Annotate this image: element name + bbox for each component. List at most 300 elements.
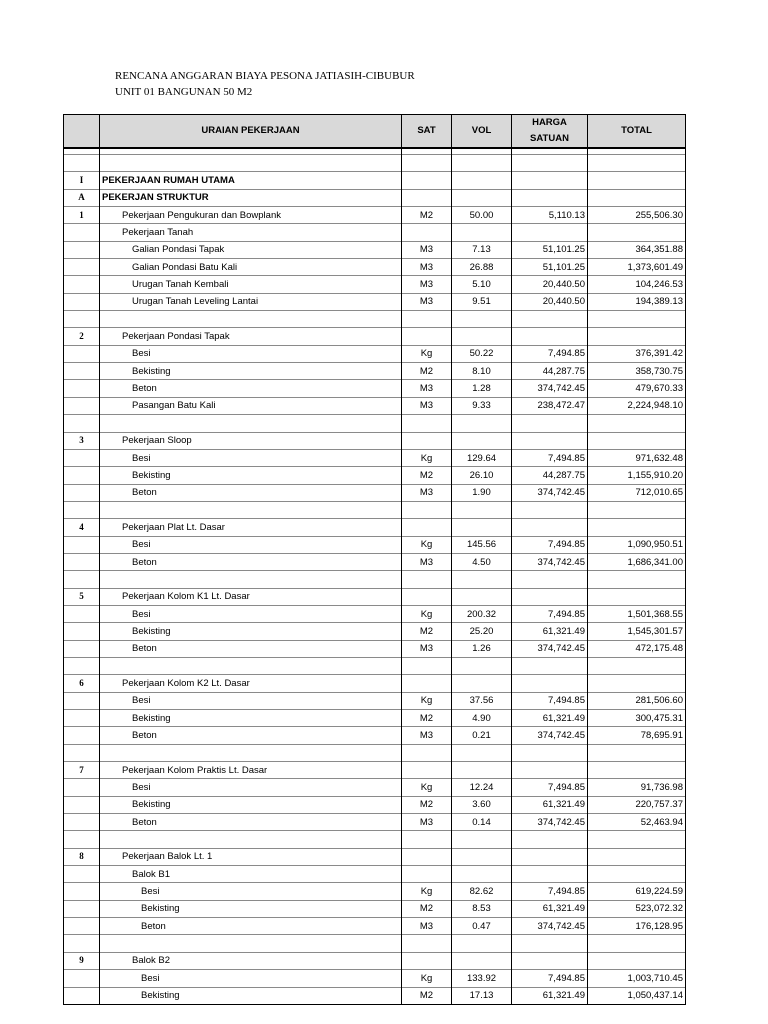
cell-total: [588, 952, 686, 969]
cell-total: [588, 762, 686, 779]
cell-harga-satuan: 61,321.49: [512, 796, 588, 813]
cell-sat: M3: [402, 259, 452, 276]
table-row: [64, 900, 686, 917]
cell-total: 364,351.88: [588, 241, 686, 258]
cell-no: 8: [64, 848, 100, 865]
table-row: [64, 328, 686, 345]
cell-sat: M3: [402, 484, 452, 501]
cell-uraian: Besi: [100, 605, 402, 622]
table-row: [64, 987, 686, 1004]
cell-no: [64, 467, 100, 484]
cell-sat: [402, 762, 452, 779]
table-row: [64, 779, 686, 796]
cell-uraian: Pekerjaan Sloop: [100, 432, 402, 449]
table-row: [64, 172, 686, 189]
cell-no: [64, 380, 100, 397]
table-row: [64, 605, 686, 622]
table-row: [64, 588, 686, 605]
cell-harga-satuan: 44,287.75: [512, 363, 588, 380]
cell-harga-satuan: 5,110.13: [512, 207, 588, 224]
cell-vol: 9.51: [452, 293, 512, 310]
cell-vol: [452, 501, 512, 518]
cell-harga-satuan: 61,321.49: [512, 710, 588, 727]
cell-no: [64, 501, 100, 518]
cell-vol: 12.24: [452, 779, 512, 796]
cell-total: [588, 675, 686, 692]
cell-total: 712,010.65: [588, 484, 686, 501]
cell-uraian: [100, 935, 402, 952]
cell-sat: M2: [402, 207, 452, 224]
cell-harga-satuan: 7,494.85: [512, 449, 588, 466]
cell-uraian: [100, 571, 402, 588]
cell-harga-satuan: [512, 189, 588, 206]
cell-total: 479,670.33: [588, 380, 686, 397]
cell-vol: 4.90: [452, 710, 512, 727]
cell-no: [64, 744, 100, 761]
cell-vol: 1.28: [452, 380, 512, 397]
cell-no: A: [64, 189, 100, 206]
table-row: [64, 155, 686, 172]
cell-sat: [402, 952, 452, 969]
cell-total: 971,632.48: [588, 449, 686, 466]
cell-harga-satuan: [512, 415, 588, 432]
cell-harga-satuan: [512, 744, 588, 761]
cell-uraian: Bekisting: [100, 710, 402, 727]
cell-vol: 0.47: [452, 918, 512, 935]
table-row: [64, 553, 686, 570]
table-row: [64, 311, 686, 328]
cell-total: 281,506.60: [588, 692, 686, 709]
cell-total: 220,757.37: [588, 796, 686, 813]
cell-vol: [452, 935, 512, 952]
cell-sat: M2: [402, 467, 452, 484]
cell-total: 1,003,710.45: [588, 970, 686, 987]
cell-sat: [402, 501, 452, 518]
cell-no: [64, 224, 100, 241]
table-row: [64, 952, 686, 969]
cell-vol: [452, 189, 512, 206]
cell-uraian: Besi: [100, 883, 402, 900]
cell-vol: 26.88: [452, 259, 512, 276]
cell-vol: 0.21: [452, 727, 512, 744]
cell-vol: 17.13: [452, 987, 512, 1004]
cell-total: [588, 432, 686, 449]
cell-sat: [402, 189, 452, 206]
table-row: [64, 883, 686, 900]
cell-vol: 37.56: [452, 692, 512, 709]
cell-total: 176,128.95: [588, 918, 686, 935]
cell-total: 194,389.13: [588, 293, 686, 310]
table-row: [64, 293, 686, 310]
table-row: [64, 467, 686, 484]
cell-vol: [452, 415, 512, 432]
cell-uraian: Pekerjaan Kolom K2 Lt. Dasar: [100, 675, 402, 692]
cell-sat: [402, 172, 452, 189]
cell-sat: M2: [402, 623, 452, 640]
cell-harga-satuan: [512, 762, 588, 779]
cell-vol: 200.32: [452, 605, 512, 622]
table-row: [64, 710, 686, 727]
cell-sat: [402, 432, 452, 449]
cell-sat: M3: [402, 380, 452, 397]
cell-no: [64, 484, 100, 501]
cell-uraian: Besi: [100, 449, 402, 466]
cell-total: 376,391.42: [588, 345, 686, 362]
cell-no: 2: [64, 328, 100, 345]
cell-uraian: Galian Pondasi Tapak: [100, 241, 402, 258]
cell-sat: M2: [402, 987, 452, 1004]
cell-total: [588, 519, 686, 536]
table-row: [64, 848, 686, 865]
cell-harga-satuan: 7,494.85: [512, 345, 588, 362]
cell-vol: [452, 172, 512, 189]
table-row: [64, 623, 686, 640]
cell-sat: M3: [402, 918, 452, 935]
table-row: [64, 727, 686, 744]
table-row: [64, 241, 686, 258]
cell-total: [588, 415, 686, 432]
cell-harga-satuan: 374,742.45: [512, 640, 588, 657]
cell-no: [64, 866, 100, 883]
cell-no: [64, 970, 100, 987]
cell-total: [588, 172, 686, 189]
cell-uraian: PEKERJAAN RUMAH UTAMA: [100, 172, 402, 189]
cell-no: 7: [64, 762, 100, 779]
table-row: [64, 866, 686, 883]
cell-vol: [452, 571, 512, 588]
table-row: [64, 397, 686, 414]
cell-no: 5: [64, 588, 100, 605]
cell-sat: Kg: [402, 605, 452, 622]
cell-uraian: Bekisting: [100, 623, 402, 640]
cell-harga-satuan: [512, 224, 588, 241]
cell-harga-satuan: [512, 831, 588, 848]
cell-harga-satuan: 7,494.85: [512, 779, 588, 796]
cell-total: 1,501,368.55: [588, 605, 686, 622]
cell-sat: M3: [402, 241, 452, 258]
cell-vol: 50.00: [452, 207, 512, 224]
cell-no: I: [64, 172, 100, 189]
cell-harga-satuan: 374,742.45: [512, 727, 588, 744]
cell-uraian: [100, 155, 402, 172]
cell-total: [588, 501, 686, 518]
cell-vol: 133.92: [452, 970, 512, 987]
cell-uraian: Pekerjaan Kolom K1 Lt. Dasar: [100, 588, 402, 605]
cell-no: 3: [64, 432, 100, 449]
cell-total: [588, 744, 686, 761]
table-row: [64, 675, 686, 692]
cell-harga-satuan: [512, 172, 588, 189]
table-row: [64, 189, 686, 206]
cell-harga-satuan: [512, 519, 588, 536]
cell-sat: [402, 415, 452, 432]
cell-total: [588, 588, 686, 605]
table-row: [64, 276, 686, 293]
cell-no: 9: [64, 952, 100, 969]
rab-table: [63, 114, 686, 1005]
cell-vol: [452, 328, 512, 345]
cell-harga-satuan: 7,494.85: [512, 692, 588, 709]
cell-total: 78,695.91: [588, 727, 686, 744]
cell-vol: [452, 952, 512, 969]
cell-harga-satuan: [512, 866, 588, 883]
cell-sat: Kg: [402, 883, 452, 900]
cell-sat: [402, 848, 452, 865]
cell-total: 1,155,910.20: [588, 467, 686, 484]
cell-sat: [402, 155, 452, 172]
table-row: [64, 935, 686, 952]
cell-no: [64, 293, 100, 310]
header-vol: VOL: [452, 115, 512, 149]
cell-harga-satuan: 44,287.75: [512, 467, 588, 484]
cell-uraian: Pekerjaan Balok Lt. 1: [100, 848, 402, 865]
cell-no: [64, 657, 100, 674]
cell-uraian: Bekisting: [100, 796, 402, 813]
cell-vol: 5.10: [452, 276, 512, 293]
cell-vol: 129.64: [452, 449, 512, 466]
cell-no: [64, 605, 100, 622]
cell-no: [64, 918, 100, 935]
cell-harga-satuan: 374,742.45: [512, 484, 588, 501]
cell-uraian: Bekisting: [100, 987, 402, 1004]
cell-total: 300,475.31: [588, 710, 686, 727]
cell-uraian: Beton: [100, 484, 402, 501]
cell-no: [64, 415, 100, 432]
cell-harga-satuan: 238,472.47: [512, 397, 588, 414]
cell-harga-satuan: [512, 155, 588, 172]
cell-total: 52,463.94: [588, 814, 686, 831]
table-row: [64, 449, 686, 466]
cell-total: 358,730.75: [588, 363, 686, 380]
cell-sat: [402, 935, 452, 952]
cell-total: 91,736.98: [588, 779, 686, 796]
cell-sat: Kg: [402, 779, 452, 796]
cell-no: [64, 553, 100, 570]
cell-uraian: Besi: [100, 779, 402, 796]
cell-sat: [402, 519, 452, 536]
cell-harga-satuan: [512, 328, 588, 345]
cell-vol: 8.53: [452, 900, 512, 917]
cell-vol: 82.62: [452, 883, 512, 900]
cell-harga-satuan: [512, 935, 588, 952]
cell-uraian: Bekisting: [100, 363, 402, 380]
cell-vol: 7.13: [452, 241, 512, 258]
cell-uraian: Bekisting: [100, 900, 402, 917]
cell-no: [64, 710, 100, 727]
cell-harga-satuan: 7,494.85: [512, 970, 588, 987]
cell-sat: M2: [402, 363, 452, 380]
cell-sat: M3: [402, 553, 452, 570]
cell-uraian: Pekerjaan Pengukuran dan Bowplank: [100, 207, 402, 224]
cell-total: 1,686,341.00: [588, 553, 686, 570]
cell-uraian: [100, 657, 402, 674]
cell-sat: Kg: [402, 345, 452, 362]
cell-total: 1,373,601.49: [588, 259, 686, 276]
cell-harga-satuan: 7,494.85: [512, 883, 588, 900]
cell-uraian: Beton: [100, 727, 402, 744]
table-row: [64, 259, 686, 276]
cell-harga-satuan: 61,321.49: [512, 623, 588, 640]
cell-total: [588, 866, 686, 883]
table-row: [64, 762, 686, 779]
table-row: [64, 536, 686, 553]
table-row: [64, 380, 686, 397]
cell-vol: [452, 675, 512, 692]
cell-vol: [452, 311, 512, 328]
cell-vol: 26.10: [452, 467, 512, 484]
table-row: [64, 224, 686, 241]
cell-total: [588, 831, 686, 848]
table-row: [64, 432, 686, 449]
cell-no: [64, 814, 100, 831]
cell-total: 472,175.48: [588, 640, 686, 657]
cell-vol: 25.20: [452, 623, 512, 640]
cell-total: 1,050,437.14: [588, 987, 686, 1004]
cell-harga-satuan: 51,101.25: [512, 259, 588, 276]
cell-no: [64, 883, 100, 900]
cell-vol: 0.14: [452, 814, 512, 831]
table-row: [64, 657, 686, 674]
cell-total: 104,246.53: [588, 276, 686, 293]
cell-total: 1,545,301.57: [588, 623, 686, 640]
cell-no: [64, 900, 100, 917]
cell-sat: [402, 831, 452, 848]
cell-total: 255,506.30: [588, 207, 686, 224]
table-row: [64, 519, 686, 536]
cell-harga-satuan: 20,440.50: [512, 293, 588, 310]
cell-total: [588, 657, 686, 674]
cell-sat: Kg: [402, 449, 452, 466]
cell-no: [64, 623, 100, 640]
cell-sat: M2: [402, 710, 452, 727]
cell-vol: 3.60: [452, 796, 512, 813]
table-row: [64, 571, 686, 588]
cell-vol: 4.50: [452, 553, 512, 570]
header-total: TOTAL: [588, 115, 686, 149]
cell-harga-satuan: 7,494.85: [512, 605, 588, 622]
cell-no: [64, 259, 100, 276]
table-body: [64, 148, 686, 1004]
cell-uraian: [100, 311, 402, 328]
cell-sat: M3: [402, 276, 452, 293]
cell-no: [64, 796, 100, 813]
cell-uraian: [100, 831, 402, 848]
cell-sat: [402, 224, 452, 241]
cell-sat: M3: [402, 814, 452, 831]
cell-harga-satuan: 51,101.25: [512, 241, 588, 258]
cell-no: [64, 571, 100, 588]
cell-no: [64, 831, 100, 848]
cell-total: [588, 848, 686, 865]
table-row: [64, 918, 686, 935]
document-subtitle: UNIT 01 BANGUNAN 50 M2: [115, 86, 253, 98]
header-uraian: URAIAN PEKERJAAN: [100, 115, 402, 149]
cell-vol: [452, 519, 512, 536]
cell-harga-satuan: 374,742.45: [512, 553, 588, 570]
cell-no: [64, 345, 100, 362]
table-row: [64, 345, 686, 362]
table-row: [64, 970, 686, 987]
cell-sat: [402, 588, 452, 605]
cell-uraian: Beton: [100, 640, 402, 657]
cell-uraian: Urugan Tanah Leveling Lantai: [100, 293, 402, 310]
cell-vol: 145.56: [452, 536, 512, 553]
cell-no: [64, 727, 100, 744]
table-row: [64, 744, 686, 761]
table-row: [64, 484, 686, 501]
cell-uraian: Beton: [100, 814, 402, 831]
cell-harga-satuan: [512, 952, 588, 969]
cell-uraian: Beton: [100, 553, 402, 570]
table-row: [64, 501, 686, 518]
cell-harga-satuan: 374,742.45: [512, 814, 588, 831]
cell-harga-satuan: 374,742.45: [512, 380, 588, 397]
cell-harga-satuan: [512, 432, 588, 449]
cell-sat: M3: [402, 640, 452, 657]
cell-vol: [452, 848, 512, 865]
cell-total: 619,224.59: [588, 883, 686, 900]
cell-no: [64, 276, 100, 293]
table-row: [64, 831, 686, 848]
cell-vol: 8.10: [452, 363, 512, 380]
header-no: [64, 115, 100, 149]
cell-vol: [452, 588, 512, 605]
cell-total: [588, 224, 686, 241]
cell-total: 1,090,950.51: [588, 536, 686, 553]
header-harga-satuan: [512, 115, 588, 149]
cell-harga-satuan: [512, 501, 588, 518]
cell-uraian: Besi: [100, 692, 402, 709]
cell-sat: M3: [402, 397, 452, 414]
cell-uraian: Pekerjaan Pondasi Tapak: [100, 328, 402, 345]
cell-total: [588, 935, 686, 952]
table-row: [64, 692, 686, 709]
cell-vol: [452, 657, 512, 674]
cell-uraian: Besi: [100, 970, 402, 987]
cell-uraian: Galian Pondasi Batu Kali: [100, 259, 402, 276]
cell-harga-satuan: [512, 675, 588, 692]
cell-sat: Kg: [402, 692, 452, 709]
cell-uraian: [100, 415, 402, 432]
cell-vol: 1.90: [452, 484, 512, 501]
cell-uraian: Pasangan Batu Kali: [100, 397, 402, 414]
cell-vol: 9.33: [452, 397, 512, 414]
cell-sat: M3: [402, 727, 452, 744]
cell-total: 523,072.32: [588, 900, 686, 917]
cell-no: 4: [64, 519, 100, 536]
cell-no: [64, 155, 100, 172]
cell-total: [588, 155, 686, 172]
cell-uraian: Pekerjaan Plat Lt. Dasar: [100, 519, 402, 536]
cell-vol: [452, 155, 512, 172]
cell-harga-satuan: [512, 311, 588, 328]
header-sat: SAT: [402, 115, 452, 149]
cell-uraian: Balok B1: [100, 866, 402, 883]
cell-uraian: [100, 744, 402, 761]
cell-uraian: Beton: [100, 380, 402, 397]
cell-uraian: PEKERJAN STRUKTUR: [100, 189, 402, 206]
cell-uraian: Balok B2: [100, 952, 402, 969]
cell-no: 1: [64, 207, 100, 224]
cell-no: [64, 692, 100, 709]
table-row: [64, 796, 686, 813]
header-harga-line1: HARGA: [532, 117, 567, 128]
cell-sat: [402, 657, 452, 674]
cell-no: [64, 449, 100, 466]
cell-no: [64, 397, 100, 414]
cell-uraian: Bekisting: [100, 467, 402, 484]
cell-sat: [402, 328, 452, 345]
